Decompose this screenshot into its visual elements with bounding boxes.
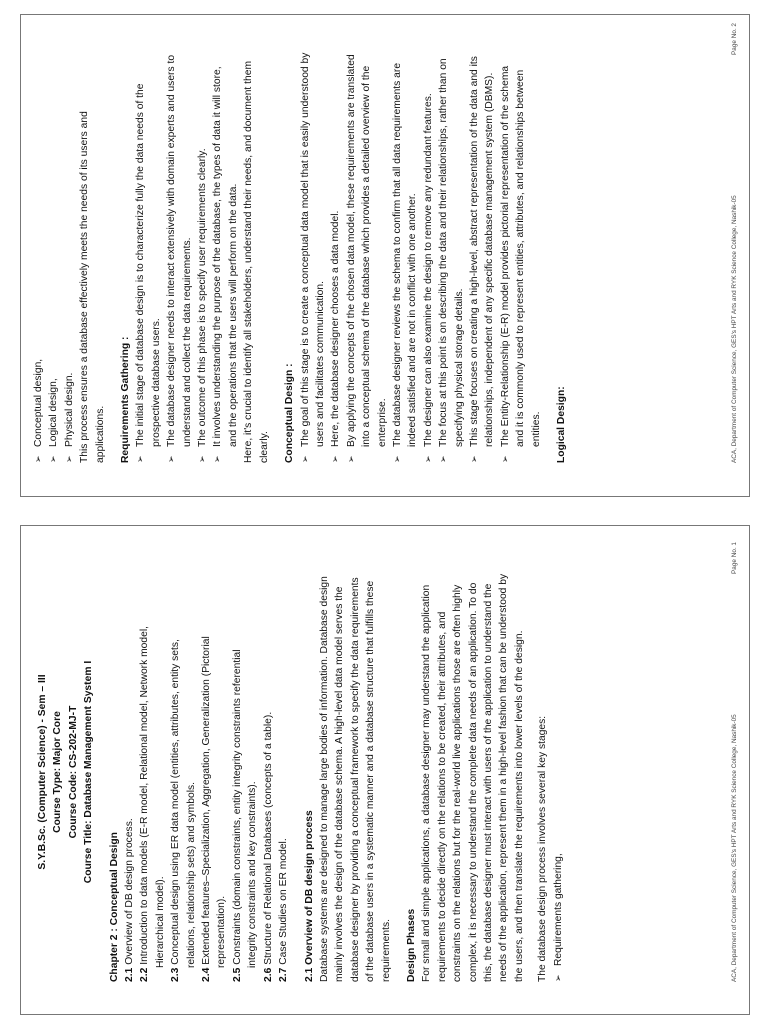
conceptual-list — [298, 43, 545, 463]
logical-heading: Logical Design: — [556, 386, 567, 463]
toc-text-continued: Hierarchical model). — [154, 876, 166, 968]
bullet-line: specifying physical storage details. — [453, 288, 465, 447]
bullet-line: ➢ It involves understanding the purpose of the database, the types of data it will store, — [210, 43, 225, 463]
bullet-line: and it is commonly used to represent entities, attributes, and relationships between — [515, 69, 527, 447]
page-footer — [731, 542, 739, 982]
footer-text: ACA, Department of Computer Science, GES's HPT Arts and RYK Science College, Nashik-05 — [731, 714, 738, 982]
toc-item — [261, 562, 276, 982]
text-line: needs of the application, represent them in a high-level fashion that can be understood by — [498, 573, 510, 982]
stages-intro: The database design process involves several key stages: — [537, 715, 549, 982]
page-2-body — [31, 43, 750, 463]
toc-text: Constraints (domain constraints, entity integrity constraints referential — [231, 649, 243, 965]
overview-heading: 2.1 Overview of DB design process — [303, 810, 315, 982]
bullet-line: and the operations that the users will perform on the data. — [227, 183, 239, 447]
stage-item: ➢ Conceptual design, — [31, 43, 46, 463]
text-line: of the database users in a systematic manner and a database structure that fulfills these — [365, 580, 377, 982]
bullet-line: enterprise. — [376, 398, 388, 447]
bullet-line: ➢ This stage focuses on creating a high-level, abstract representation of the data and its — [467, 43, 482, 463]
toc-text: Case Studies on ER model. — [278, 838, 290, 965]
toc-text: Conceptual design using ER data model (entities, attributes, entity sets, — [170, 639, 182, 965]
page-number: Page No. 1 — [731, 542, 738, 574]
text-line: requirements. — [380, 919, 392, 982]
toc-text-continued: integrity constraints and key constraints). — [247, 781, 259, 968]
bullet-line: prospective database users. — [150, 318, 162, 447]
header-line: Course Type: Major Core — [52, 711, 64, 833]
bullet-line: indeed satisfied and are not in conflict with one another. — [407, 193, 419, 447]
footer-text: ACA, Department of Computer Science, GES's HPT Arts and RYK Science College, Nashik-05 — [731, 195, 738, 463]
bullet-line: ➢ The goal of this stage is to create a conceptual data model that is easily understood by — [298, 43, 313, 463]
toc-number: 2.2 — [139, 967, 151, 982]
requirements-note — [241, 43, 272, 463]
bullet-line: users and facilitates communication. — [314, 281, 326, 447]
text-line: Here, it's crucial to identify all stakeholders, understand their needs, and document them — [243, 60, 255, 463]
text-line: complex, it is necessary to understand the complete data needs of an application. To do — [467, 582, 479, 982]
bullet-line: ➢ The Entity-Relationship (E-R) model provides pictorial representation of the schema — [498, 43, 513, 463]
overview-paragraph — [317, 562, 394, 982]
text-line: the users, and then translate the requirements into lower levels of the design. — [513, 630, 525, 982]
toc-text: Structure of Relational Databases (concepts of a table). — [262, 711, 274, 965]
conceptual-heading: Conceptual Design : — [284, 363, 296, 463]
requirements-list — [133, 43, 241, 463]
page-2 — [20, 14, 750, 497]
bullet-line: ➢ The designer can also examine the design to remove any redundant features. — [421, 43, 436, 463]
text-line: constraints on the relations but for the real-world live applications those are often highly — [452, 584, 464, 982]
bullet-line: ➢ Here, the database designer chooses a data model. — [328, 43, 343, 463]
bullet-line: ➢ The initial stage of database design is to characterize fully the data needs of the — [133, 43, 148, 463]
stages-list — [31, 43, 77, 463]
toc-text: Overview of DB design process. — [124, 818, 136, 965]
toc-number: 2.6 — [262, 967, 274, 982]
text-line: clearly. — [258, 431, 270, 463]
page-2-content — [21, 15, 749, 493]
bullet-line: understand and collect the data requirements. — [181, 237, 193, 447]
header-line: S.Y.B.Sc. (Computer Science) - Sem – III — [37, 674, 48, 870]
text-line: database designer by providing a conceptual framework to specify the data requirements — [349, 577, 361, 982]
page-footer — [731, 23, 739, 463]
toc-text: Extended features–Specialization, Aggregation, Generalization (Pictorial — [201, 636, 213, 965]
text-line: For small and simple applications, a database designer may understand the application — [421, 584, 433, 982]
bullet-line: ➢ The outcome of this phase is to specify user requirements clearly. — [195, 43, 210, 463]
design-phases-heading: Design Phases — [405, 908, 417, 982]
process-paragraph — [77, 43, 108, 463]
toc-number: 2.4 — [201, 967, 213, 982]
stage-item: ➢ Physical design. — [62, 43, 77, 463]
text-line: requirements to decide directly on the relations to be created, their attributes, and — [436, 611, 448, 982]
toc-text-continued: representation). — [216, 895, 228, 968]
toc-item — [122, 562, 137, 982]
toc-number: 2.1 — [124, 967, 136, 982]
chapter-title: Chapter 2 : Conceptual Design — [108, 832, 120, 982]
toc-number: 2.3 — [170, 967, 182, 982]
text-line: Database systems are designed to manage large bodies of information. Database design — [318, 576, 330, 982]
header-line: Course Code: CS-202-MJ-T — [67, 705, 79, 839]
page-1-content — [21, 526, 749, 1012]
text-line: applications. — [94, 405, 106, 463]
toc-item — [276, 562, 291, 982]
bullet-line: relationships, independent of any specific database management system (DBMS). — [484, 72, 496, 447]
course-header — [35, 562, 97, 982]
toc-text-continued: relations, relationship sets) and symbols. — [185, 781, 197, 968]
text-line: this, the database designer must interact with users of the application to understand the — [482, 583, 494, 982]
page-number: Page No. 2 — [731, 23, 738, 55]
toc-item — [230, 562, 245, 982]
bullet-line: ➢ The focus at this point is on describing the data and their relationships, rather than on — [436, 43, 451, 463]
toc-item — [199, 562, 214, 982]
header-line: Course Title: Database Management System I — [83, 660, 95, 884]
bullet-line: entities. — [530, 411, 542, 447]
text-line: mainly involves the design of the database schema. A high-level data model serves the — [334, 586, 346, 982]
toc-item — [137, 562, 152, 982]
toc-number: 2.5 — [231, 967, 243, 982]
text-line: This process ensures a database effectively meets the needs of its users and — [79, 111, 91, 463]
toc-number: 2.7 — [278, 967, 290, 982]
design-phases-paragraph — [419, 562, 527, 982]
stage-item: ➢ Requirements gathering, — [551, 562, 566, 982]
bullet-line: ➢ The database designer reviews the schema to confirm that all data requirements are — [390, 43, 405, 463]
bullet-line: ➢ The database designer needs to interact extensively with domain experts and users to — [164, 43, 179, 463]
page-1-body — [35, 562, 750, 982]
requirements-heading: Requirements Gathering : — [120, 336, 132, 463]
toc-item — [168, 562, 183, 982]
chapter-contents — [122, 562, 291, 982]
page-1 — [20, 525, 750, 1015]
bullet-line: into a conceptual schema of the database which provides a detailed overview of the — [361, 65, 373, 447]
toc-text: Introduction to data models (E-R model, Relational model, Network model, — [139, 625, 151, 965]
stage-item: ➢ Logical design, — [46, 43, 61, 463]
bullet-line: ➢ By applying the concepts of the chosen data model, these requirements are translated — [344, 43, 359, 463]
